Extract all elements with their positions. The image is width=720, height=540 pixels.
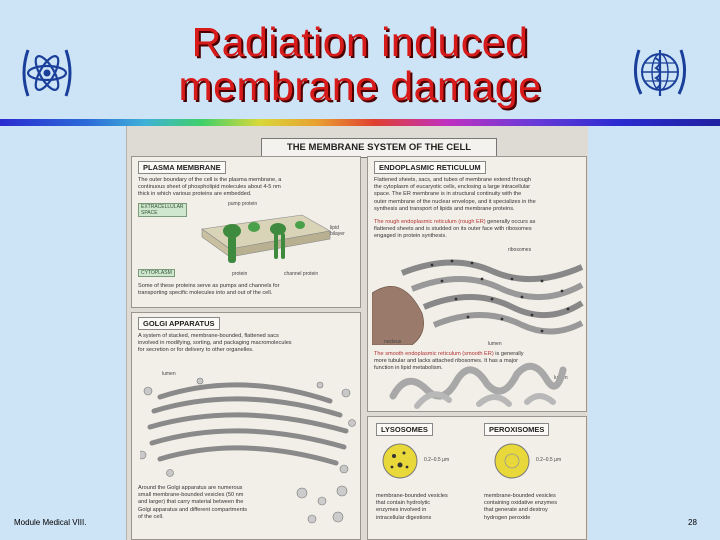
who-globe-logo-icon xyxy=(631,40,689,102)
title-line-2: membrane damage xyxy=(178,63,542,109)
plasma-membrane-text: The outer boundary of the cell is the plasma membrane, a continuous sheet of phospholipid molecules about 4-5 nm thick in which various proteins are embedded. xyxy=(138,177,282,198)
rainbow-divider xyxy=(0,119,720,126)
smooth-er-text: The smooth endoplasmic reticulum (smooth ER) is generally more tubular and lacks attached ribosomes. It has a major function in lipid metabolism. xyxy=(374,351,524,372)
golgi-heading: GOLGI APPARATUS xyxy=(138,317,220,330)
cytoplasm-label: CYTOPLASM xyxy=(138,269,175,277)
peroxisomes-text: membrane-bounded vesicles containing oxidative enzymes that generate and destroy hydrogen peroxide xyxy=(484,493,558,521)
vesicles-illustration xyxy=(292,483,356,533)
membrane-bilayer-illustration xyxy=(192,207,332,269)
golgi-apparatus-panel xyxy=(131,312,361,540)
smooth-er-illustration xyxy=(387,350,567,412)
extracellular-space-label: EXTRACELLULAR SPACE xyxy=(138,203,187,217)
peroxisomes-heading: PEROXISOMES xyxy=(484,423,549,436)
nucleus-label: nucleus xyxy=(384,339,402,345)
rough-er-illustration xyxy=(372,253,584,345)
channel-protein-label: channel protein xyxy=(284,271,319,277)
golgi-stack-illustration xyxy=(140,377,356,477)
lysosome-size-label: 0.2–0.5 μm xyxy=(424,457,450,463)
golgi-footer: Around the Golgi apparatus are numerous small membrane-bounded vesicles (50 nm and larger) that carry material between the Golgi apparatus and different compartments of the cell. xyxy=(138,485,248,520)
er-text: Flattened sheets, sacs, and tubes of membrane extend through the cytoplasm of eucaryotic cells, enclosing a large intracellular space. The ER membrane is in structural continuity with the outer membrane of the nuclear envelope, and it specializes in the synthesis and transport of lipids and membrane proteins. xyxy=(374,177,536,212)
peroxisome-size-label: 0.2–0.5 μm xyxy=(536,457,562,463)
plasma-membrane-footer: Some of these proteins serve as pumps and channels for transporting specific molecules into and out of the cell. xyxy=(138,283,280,297)
figure-title: THE MEMBRANE SYSTEM OF THE CELL xyxy=(261,138,497,158)
membrane-system-figure xyxy=(126,126,588,540)
golgi-lumen-label: lumen xyxy=(162,371,176,377)
lysosomes-heading: LYSOSOMES xyxy=(376,423,433,436)
pump-protein-label: pump protein xyxy=(228,201,258,207)
page-number: 28 xyxy=(688,518,697,527)
ribosomes-label: ribosomes xyxy=(508,247,532,253)
lysosomes-peroxisomes-panel xyxy=(367,416,587,540)
lysosomes-text: membrane-bounded vesicles that contain hydrolytic enzymes involved in intracellular digestions xyxy=(376,493,448,521)
iaea-atom-logo-icon xyxy=(18,42,76,104)
lysosome-illustration xyxy=(380,441,420,481)
protein-label: protein xyxy=(232,271,248,277)
slide-title xyxy=(130,20,590,108)
er-heading: ENDOPLASMIC RETICULUM xyxy=(374,161,486,174)
lipid-bilayer-label: lipid bilayer xyxy=(330,225,345,237)
title-line-1: Radiation induced xyxy=(191,19,529,65)
plasma-membrane-panel xyxy=(131,156,361,308)
footer-module-label: Module Medical VIII. xyxy=(14,518,87,527)
rough-er-text: The rough endoplasmic reticulum (rough ER) generally occurs as flattened sheets and is studded on its outer face with ribosomes engaged in protein synthesis. xyxy=(374,219,536,240)
er-lumen-label: lumen xyxy=(488,341,502,347)
peroxisome-illustration xyxy=(492,441,532,481)
smooth-er-lumen-label: lumen xyxy=(554,375,568,381)
golgi-text: A system of stacked, membrane-bounded, flattened sacs involved in modifying, sorting, and packaging macromolecules for secretion or for delivery to other organelles. xyxy=(138,333,292,354)
plasma-membrane-heading: PLASMA MEMBRANE xyxy=(138,161,226,174)
